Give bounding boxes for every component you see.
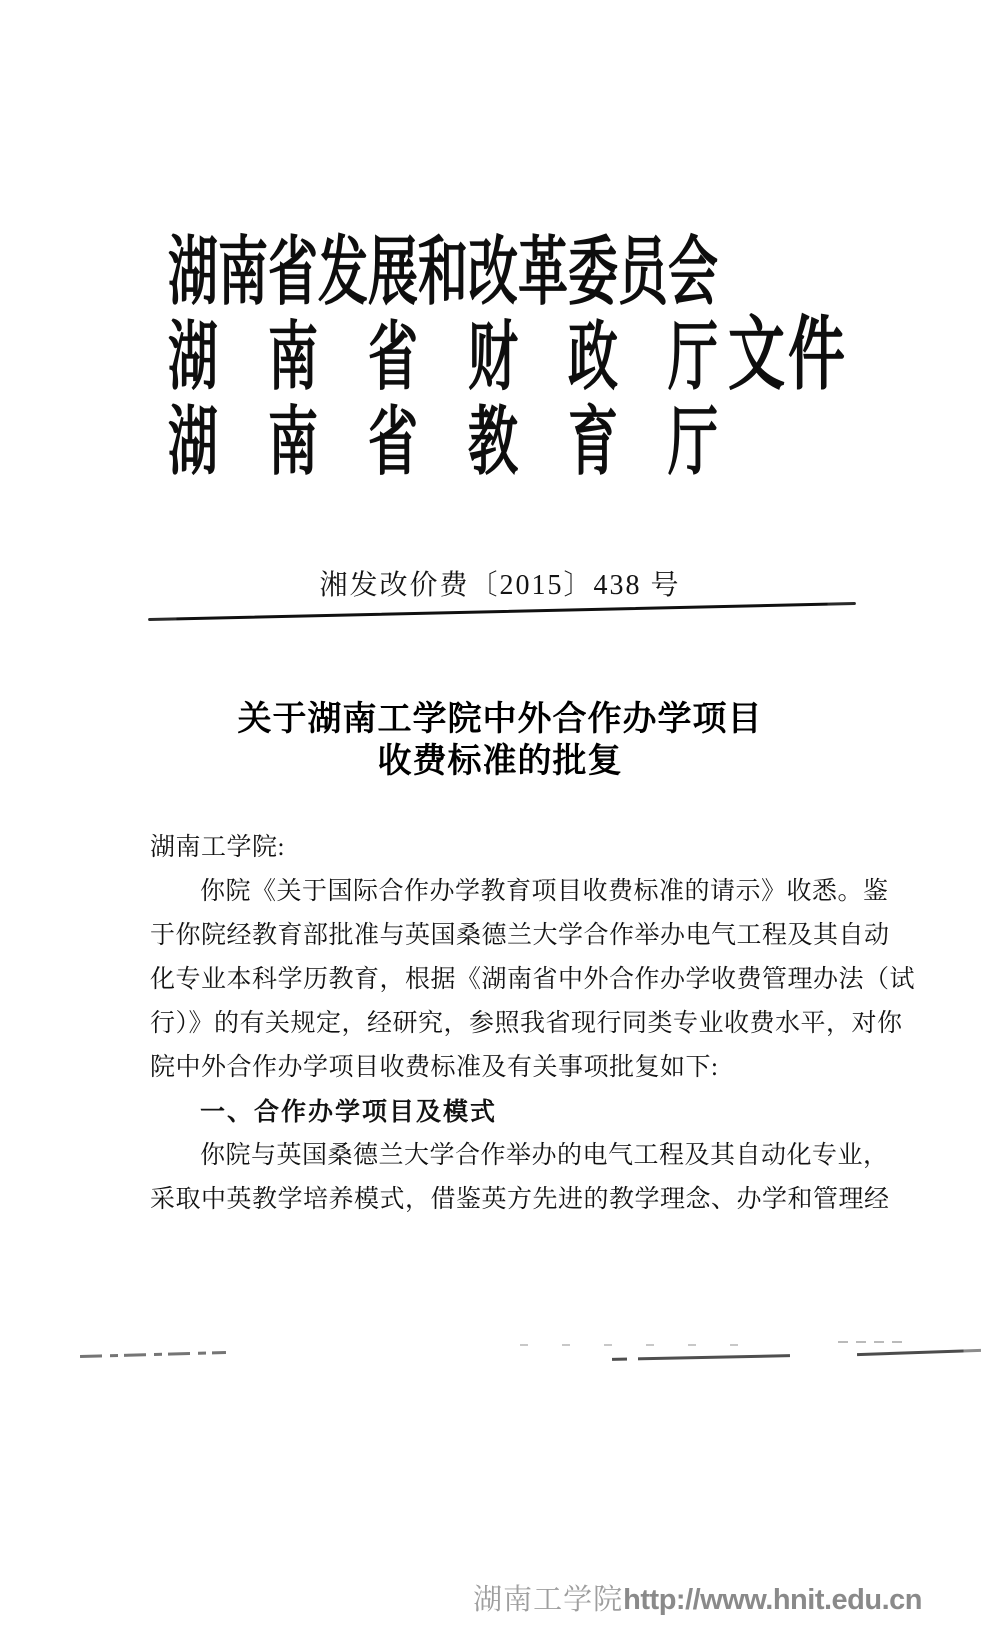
body-line-1: 你院《关于国际合作办学教育项目收费标准的请示》收悉。鉴: [200, 878, 889, 905]
site-name: 湖南工学院: [473, 1584, 624, 1616]
agency-name-drc: 湖 南 省 发 展 和 改 革 委 员 会: [168, 229, 718, 314]
body-line-7: 你院与英国桑德兰大学合作举办的电气工程及其自动化专业，: [200, 1142, 889, 1169]
scan-artifact: [520, 1344, 748, 1346]
document-title: [0, 698, 1000, 782]
salutation: 湖南工学院:: [150, 834, 285, 861]
section-heading: 一、合作办学项目及模式: [200, 1098, 498, 1126]
body-line-5: 院中外合作办学项目收费标准及有关事项批复如下:: [150, 1054, 719, 1081]
body-line-2: 于你院经教育部批准与英国桑德兰大学合作举办电气工程及其自动: [150, 922, 890, 949]
agency-name-education: 湖 南 省 教 育 厅: [168, 399, 718, 484]
body-line-8: 采取中英教学培养模式，借鉴英方先进的教学理念、办学和管理经: [150, 1186, 890, 1213]
scan-artifact: [857, 1349, 981, 1356]
doc-type-label: 文件: [728, 311, 848, 401]
body-line-3: 化专业本科学历教育，根据《湖南省中外合作办学收费管理办法（试: [150, 966, 916, 993]
title-line-2: 收费标准的批复: [377, 742, 623, 780]
body-line-4: 行）》的有关规定，经研究，参照我省现行同类专业收费水平，对你: [150, 1010, 903, 1037]
agency-row-3: [168, 400, 858, 485]
header-divider: [148, 602, 856, 621]
letterhead: [168, 230, 858, 490]
scan-artifact: [838, 1341, 904, 1343]
agency-name-finance: 湖 南 省 财 政 厅: [168, 314, 718, 399]
title-line-1: 关于湖南工学院中外合作办学项目: [237, 700, 763, 738]
scan-artifact: [612, 1354, 790, 1361]
doc-number: 湘发改价费〔2015〕438 号: [319, 570, 681, 601]
footer-watermark: [473, 1577, 922, 1618]
scan-artifact: [80, 1351, 226, 1358]
site-url: http://www.hnit.edu.cn: [623, 1584, 922, 1616]
document-body: [150, 826, 930, 1222]
